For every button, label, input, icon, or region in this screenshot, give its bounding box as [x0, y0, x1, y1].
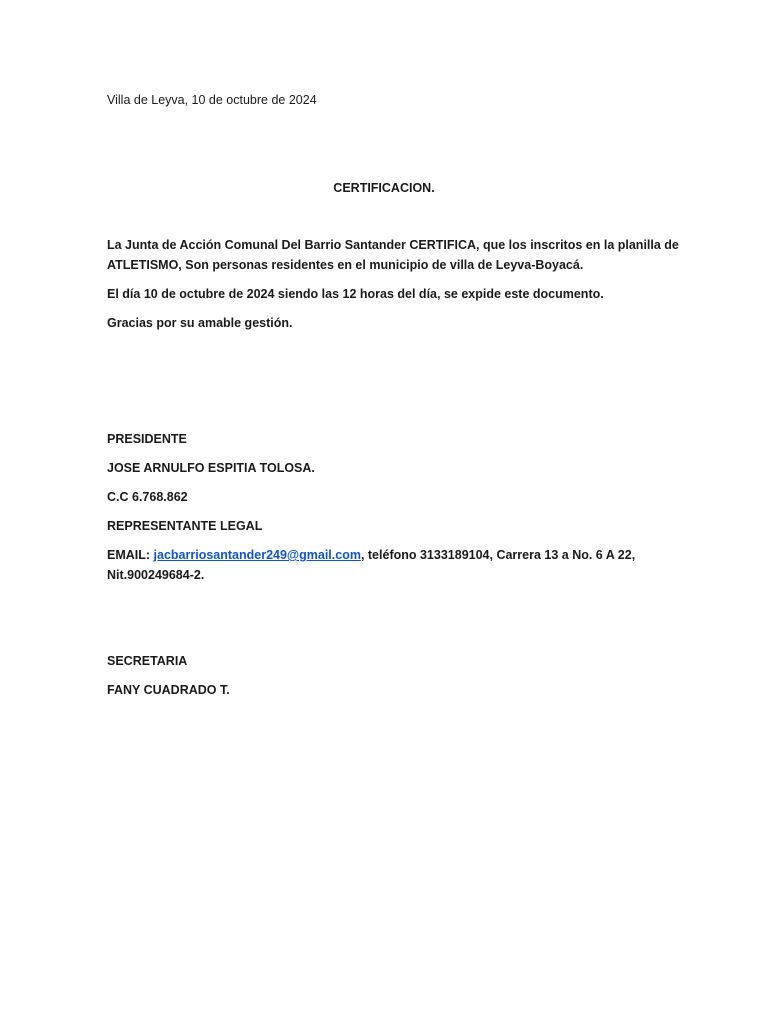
contact-line: [107, 545, 635, 565]
paragraph-1-line-2: ATLETISMO, Son personas residentes en el municipio de villa de Leyva-Boyacá.: [107, 258, 584, 272]
place-date: Villa de Leyva, 10 de octubre de 2024: [107, 93, 317, 107]
paragraph-2: El día 10 de octubre de 2024 siendo las 12 horas del día, se expide este documento.: [107, 287, 604, 301]
secretary-name: FANY CUADRADO T.: [107, 683, 230, 697]
email-label: EMAIL:: [107, 548, 154, 562]
document-title: CERTIFICACION.: [333, 181, 435, 195]
president-name: JOSE ARNULFO ESPITIA TOLOSA.: [107, 461, 315, 475]
president-role: PRESIDENTE: [107, 432, 187, 446]
contact-details: , teléfono 3133189104, Carrera 13 a No. 6 A 22,: [360, 548, 636, 562]
nit-number: Nit.900249684-2.: [107, 568, 205, 582]
legal-representative-label: REPRESENTANTE LEGAL: [107, 519, 263, 533]
secretary-role: SECRETARIA: [107, 654, 188, 668]
email-link[interactable]: jacbarriosantander249@gmail.com: [153, 548, 361, 562]
president-id: C.C 6.768.862: [107, 490, 188, 504]
paragraph-1-line-1: La Junta de Acción Comunal Del Barrio Santander CERTIFICA, que los inscritos en la planilla de: [107, 238, 679, 252]
paragraph-3: Gracias por su amable gestión.: [107, 316, 293, 330]
